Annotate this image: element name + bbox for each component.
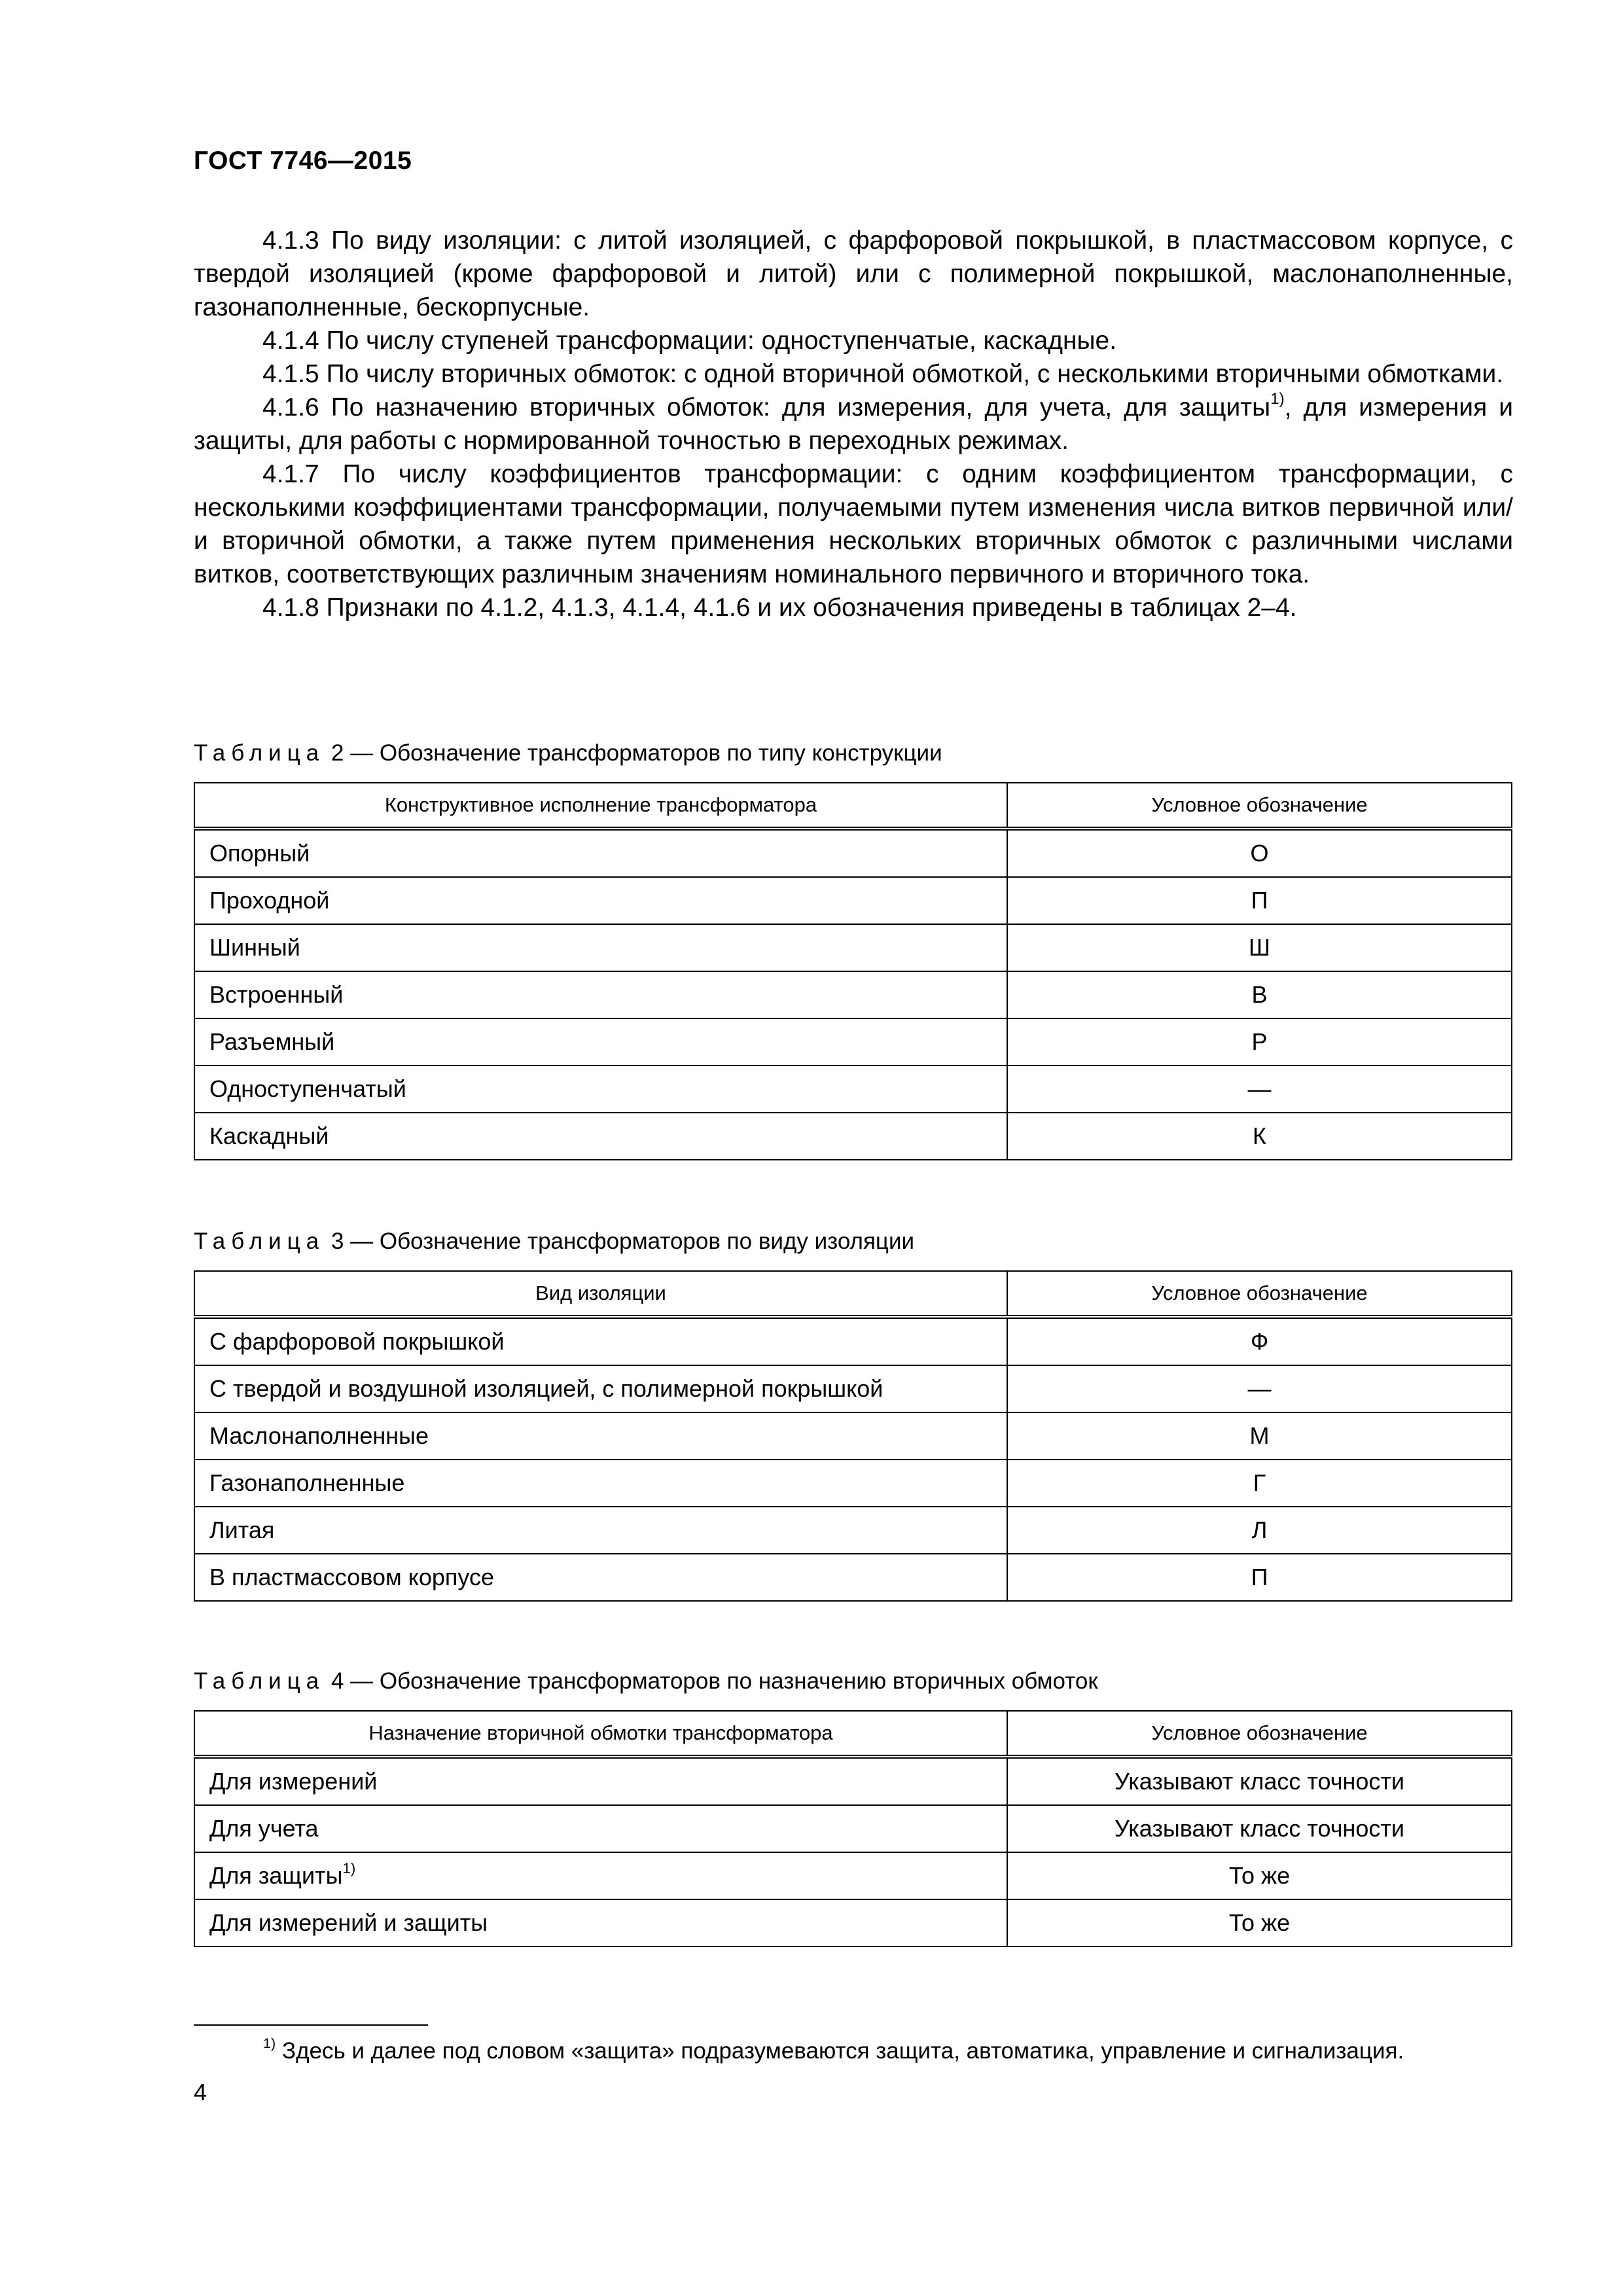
table-3-caption	[194, 1229, 914, 1255]
table-2-header-construction: Конструктивное исполнение трансформатора	[194, 783, 1007, 829]
table-cell-code: Г	[1007, 1460, 1512, 1507]
table-cell-code: Р	[1007, 1018, 1512, 1066]
table-row	[194, 1757, 1512, 1805]
table-cell-code: М	[1007, 1412, 1512, 1460]
table-cell-type: Шинный	[194, 924, 1007, 971]
table-row	[194, 1018, 1512, 1066]
table-2-caption-text: 2 — Обозначение трансформаторов по типу конструкции	[325, 740, 942, 766]
table-cell-code: То же	[1007, 1899, 1512, 1946]
table-row	[194, 1852, 1512, 1899]
table-cell-type	[194, 1852, 1007, 1899]
footnote-text: Здесь и далее под словом «защита» подразумеваются защита, автоматика, управление и сигнализация.	[276, 2038, 1404, 2064]
table-3-header-designation: Условное обозначение	[1007, 1271, 1512, 1317]
table-cell-type: Для учета	[194, 1805, 1007, 1852]
table-row	[194, 1317, 1512, 1365]
paragraph-4-1-7: 4.1.7 По числу коэффициентов трансформации: с одним коэффициентом трансформации, с несколькими коэффициентами трансформации, получаемыми путем изменения числа витков первичной или/и вторичной обмотки, а также путем применения нескольких вторичных обмоток с различными числами витков, соответствующих различным значениям номинального первичного и вторичного тока.	[194, 460, 1513, 588]
table-row	[194, 829, 1512, 877]
table-2-caption	[194, 740, 942, 766]
footnote-ref[interactable]: 1)	[342, 1859, 356, 1876]
table-4	[194, 1710, 1512, 1947]
table-row	[194, 877, 1512, 924]
table-cell-type: Литая	[194, 1507, 1007, 1554]
paragraph-4-1-6	[194, 391, 1513, 457]
table-cell-code: В	[1007, 971, 1512, 1018]
table-3-caption-text: 3 — Обозначение трансформаторов по виду изоляции	[325, 1229, 915, 1254]
table-row	[194, 1805, 1512, 1852]
table-cell-type: Каскадный	[194, 1113, 1007, 1160]
table-2-label: Таблица	[194, 740, 325, 766]
table-row	[194, 1066, 1512, 1113]
footnote-separator	[194, 2024, 428, 2026]
table-header-row	[194, 1271, 1512, 1317]
table-cell-code: —	[1007, 1365, 1512, 1412]
paragraph-4-1-5: 4.1.5 По числу вторичных обмоток: с одной вторичной обмоткой, с несколькими вторичными обмотками.	[262, 360, 1504, 388]
table-cell-code: П	[1007, 877, 1512, 924]
table-row	[194, 1412, 1512, 1460]
table-cell-type: Одноступенчатый	[194, 1066, 1007, 1113]
table-cell-type: Проходной	[194, 877, 1007, 924]
table-cell-code: То же	[1007, 1852, 1512, 1899]
table-row	[194, 1113, 1512, 1160]
table-cell-code: Ф	[1007, 1317, 1512, 1365]
table-cell-text: Для защиты	[209, 1862, 343, 1889]
table-cell-code: Указывают класс точности	[1007, 1757, 1512, 1805]
paragraph-4-1-6-part-b: , для измерения и защиты, для работы с нормированной точностью в переходных режимах.	[194, 393, 1514, 455]
table-cell-code: П	[1007, 1554, 1512, 1601]
footnote-marker: 1)	[263, 2035, 276, 2052]
table-3-header-insulation: Вид изоляции	[194, 1271, 1007, 1317]
table-4-label: Таблица	[194, 1668, 325, 1694]
table-cell-code: Ш	[1007, 924, 1512, 971]
table-3-label: Таблица	[194, 1229, 325, 1254]
table-header-row	[194, 1711, 1512, 1757]
paragraph-4-1-4: 4.1.4 По числу ступеней трансформации: одноступенчатые, каскадные.	[262, 327, 1117, 355]
table-cell-code: Указывают класс точности	[1007, 1805, 1512, 1852]
table-4-caption-text: 4 — Обозначение трансформаторов по назначению вторичных обмоток	[325, 1668, 1098, 1694]
table-row	[194, 1460, 1512, 1507]
table-cell-code: К	[1007, 1113, 1512, 1160]
table-row	[194, 1507, 1512, 1554]
table-row	[194, 1899, 1512, 1946]
table-cell-type: Газонаполненные	[194, 1460, 1007, 1507]
body-text	[194, 224, 1513, 624]
table-cell-type: С твердой и воздушной изоляцией, с полимерной покрышкой	[194, 1365, 1007, 1412]
table-cell-code: Л	[1007, 1507, 1512, 1554]
table-3	[194, 1270, 1512, 1602]
paragraph-4-1-6-part-a: 4.1.6 По назначению вторичных обмоток: для измерения, для учета, для защиты	[262, 393, 1271, 422]
table-cell-code: О	[1007, 829, 1512, 877]
table-cell-code: —	[1007, 1066, 1512, 1113]
table-cell-type: Опорный	[194, 829, 1007, 877]
document-header: ГОСТ 7746—2015	[194, 147, 412, 175]
paragraph-4-1-3: 4.1.3 По виду изоляции: с литой изоляцией, с фарфоровой покрышкой, в пластмассовом корпусе, с твердой изоляцией (кроме фарфоровой и литой) или с полимерной покрышкой, маслонаполненные, газонаполненные, бескорпусные.	[194, 226, 1513, 321]
table-row	[194, 1554, 1512, 1601]
table-cell-type: В пластмассовом корпусе	[194, 1554, 1007, 1601]
table-cell-type: Маслонаполненные	[194, 1412, 1007, 1460]
table-row	[194, 1365, 1512, 1412]
table-cell-type: Разъемный	[194, 1018, 1007, 1066]
paragraph-4-1-8: 4.1.8 Признаки по 4.1.2, 4.1.3, 4.1.4, 4.1.6 и их обозначения приведены в таблицах 2–4.	[262, 594, 1297, 622]
table-4-caption	[194, 1668, 1098, 1695]
table-4-header-designation: Условное обозначение	[1007, 1711, 1512, 1757]
page-number: 4	[194, 2079, 207, 2106]
table-cell-type: С фарфоровой покрышкой	[194, 1317, 1007, 1365]
footnote	[263, 2037, 1507, 2066]
table-cell-type: Для измерений и защиты	[194, 1899, 1007, 1946]
table-2	[194, 782, 1512, 1160]
table-row	[194, 924, 1512, 971]
table-header-row	[194, 783, 1512, 829]
table-row	[194, 971, 1512, 1018]
table-2-header-designation: Условное обозначение	[1007, 783, 1512, 829]
table-cell-type: Для измерений	[194, 1757, 1007, 1805]
footnote-ref[interactable]: 1)	[1270, 390, 1285, 408]
table-cell-type: Встроенный	[194, 971, 1007, 1018]
table-4-header-purpose: Назначение вторичной обмотки трансформатора	[194, 1711, 1007, 1757]
